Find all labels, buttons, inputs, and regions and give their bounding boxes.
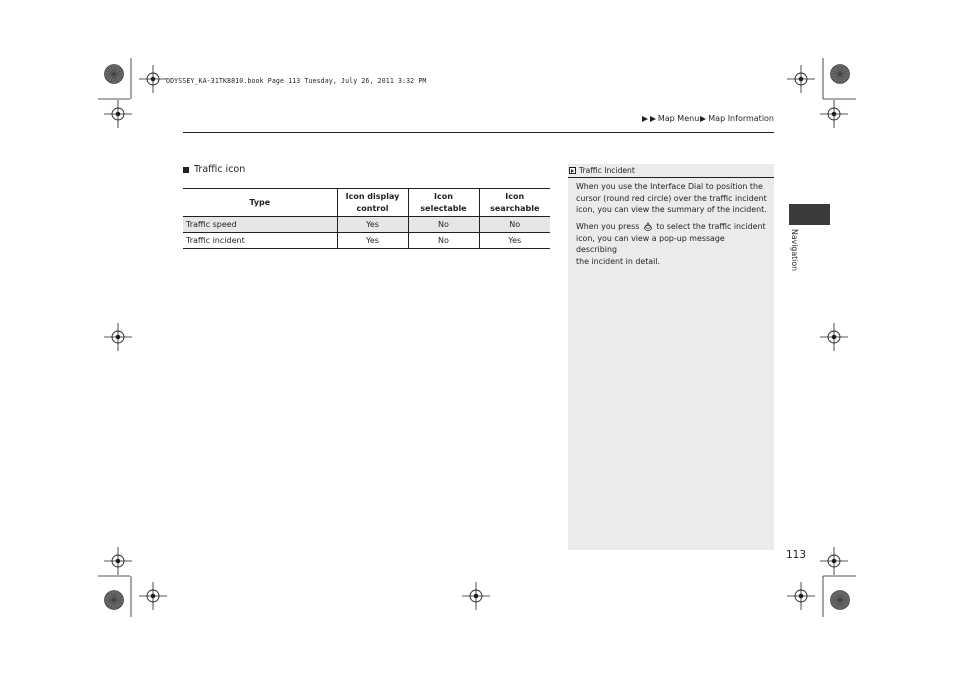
crop-marks <box>98 58 856 617</box>
registration-mark-icon <box>139 582 167 610</box>
section-heading-text: Traffic icon <box>194 164 246 175</box>
table-cell: Yes <box>337 217 408 233</box>
page-number: 113 <box>786 549 807 561</box>
note-title: Traffic Incident <box>579 166 635 175</box>
registration-mark-icon <box>787 582 815 610</box>
column-header-icon-selectable: Icon selectable <box>408 189 479 217</box>
registration-mark-icon <box>787 65 815 93</box>
print-header: ODYSSEY_KA-31TK8810.book Page 113 Tuesday, July 26, 2011 3:32 PM <box>166 77 427 85</box>
table-cell: Yes <box>337 233 408 249</box>
registration-mark-icon <box>139 65 167 93</box>
chapter-label: Navigation <box>790 229 799 272</box>
registration-mark-icon <box>462 582 490 610</box>
column-header-icon-display-control: Icon display control <box>337 189 408 217</box>
registration-mark-icon <box>820 323 848 351</box>
color-target-icon <box>831 65 850 84</box>
registration-mark-icon <box>104 323 132 351</box>
table-cell: No <box>479 217 550 233</box>
table-cell: Yes <box>479 233 550 249</box>
registration-mark-icon <box>104 547 132 575</box>
color-target-icon <box>105 591 124 610</box>
table-cell: No <box>408 217 479 233</box>
registration-mark-icon <box>104 100 132 128</box>
column-header-icon-searchable: Icon searchable <box>479 189 550 217</box>
color-target-icon <box>831 591 850 610</box>
note-paragraph-2: When you press to select the traffic incident icon, you can view a pop-up message describing the incident in detail. <box>576 222 766 266</box>
table-cell: No <box>408 233 479 249</box>
column-header-type: Type <box>183 189 337 217</box>
breadcrumb-item-map-information[interactable]: Map Information <box>708 114 774 123</box>
table-cell: Traffic incident <box>183 233 337 249</box>
color-target-icon <box>105 65 124 84</box>
breadcrumb-item-map-menu[interactable]: Map Menu <box>657 114 700 123</box>
registration-mark-icon <box>820 100 848 128</box>
note-paragraph-1: When you use the Interface Dial to position the cursor (round red circle) over the traffic incident icon, you can view the summary of the incident. <box>576 182 767 214</box>
registration-mark-icon <box>820 547 848 575</box>
table-cell: Traffic speed <box>183 217 337 233</box>
